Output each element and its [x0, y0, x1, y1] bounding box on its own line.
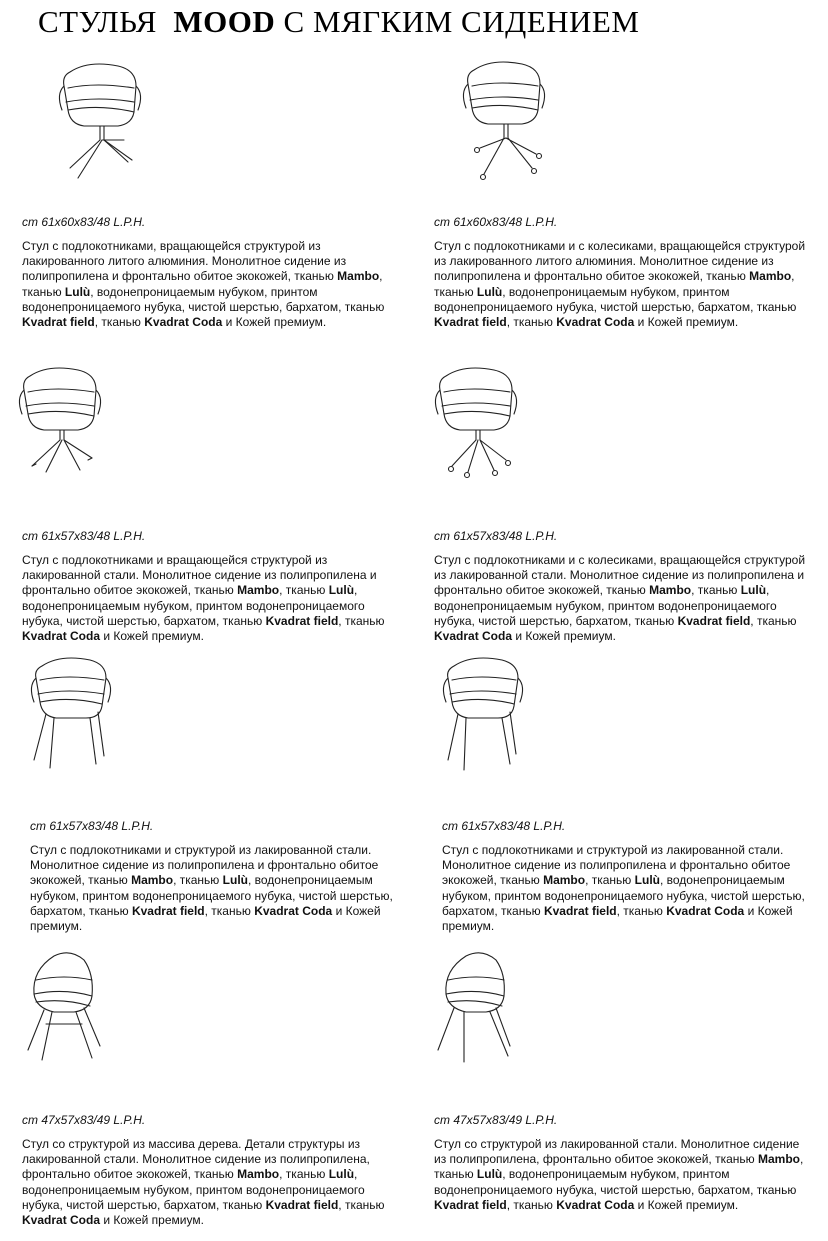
title-brand: MOOD	[173, 4, 276, 39]
chair-steel-legs-icon	[436, 950, 566, 1090]
chair-wood-legs-icon	[24, 950, 154, 1090]
armchair-four-legs-steel-alt-icon	[440, 656, 570, 796]
armchair-four-legs-steel-icon	[28, 656, 158, 796]
product-description: Стул с подлокотниками и с колесиками, вращающейся структурой из лакированного литого алюминия. Монолитное сидение из полипропилена и фронтально обитое экокожей, тканью Mambo, тканью Lulù, водонепроницаемым нубуком, принтом водонепроницаемого нубука, чистой шерстью, бархатом, тканью Kvadrat field, тканью Kvadrat Coda и Кожей премиум.	[434, 239, 806, 330]
product-description: Стул с подлокотниками, вращающейся структурой из лакированного литого алюминия. Монолитное сидение из полипропилена и фронтально обитое экокожей, тканью Mambo, тканью Lulù, водонепроницаемым нубуком, принтом водонепроницаемого нубука, чистой шерстью, бархатом, тканью Kvadrat field, тканью Kvadrat Coda и Кожей премиум.	[22, 239, 385, 330]
product-dimensions: cm 47x57x83/49 L.P.H.	[434, 1113, 558, 1127]
product-dimensions: cm 47x57x83/49 L.P.H.	[22, 1113, 146, 1127]
page-title	[38, 4, 639, 40]
product-description: Стул с подлокотниками и структурой из лакированной стали. Монолитное сидение из полипропилена и фронтально обитое экокожей, тканью Mambo, тканью Lulù, водонепроницаемым нубуком, принтом водонепроницаемого нубука, чистой шерстью, бархатом, тканью Kvadrat field, тканью Kvadrat Coda и Кожей премиум.	[30, 843, 393, 934]
armchair-swivel-steel-icon	[18, 366, 148, 506]
armchair-casters-aluminium-icon	[460, 58, 590, 198]
product-description: Стул со структурой из массива дерева. Детали структуры из лакированной стали. Монолитное сидение из полипропилена, фронтально обитое экокожей, тканью Mambo, тканью Lulù, водонепроницаемым нубуком, принтом водонепроницаемого нубука, чистой шерстью, бархатом, тканью Kvadrat field, тканью Kvadrat Coda и Кожей премиум.	[22, 1137, 385, 1228]
armchair-casters-steel-icon	[432, 366, 562, 506]
product-description: Стул с подлокотниками и вращающейся структурой из лакированной стали. Монолитное сидение из полипропилена и фронтально обитое экокожей, тканью Mambo, тканью Lulù, водонепроницаемым нубуком, принтом водонепроницаемого нубука, чистой шерстью, бархатом, тканью Kvadrat field, тканью Kvadrat Coda и Кожей премиум.	[22, 553, 385, 644]
product-dimensions: cm 61x57x83/48 L.P.H.	[22, 529, 146, 543]
armchair-swivel-aluminium-icon	[48, 58, 178, 198]
product-dimensions: cm 61x60x83/48 L.P.H.	[22, 215, 146, 229]
product-dimensions: cm 61x57x83/48 L.P.H.	[442, 819, 566, 833]
product-description: Стул с подлокотниками и с колесиками, вращающейся структурой из лакированной стали. Монолитное сидение из полипропилена и фронтально обитое экокожей, тканью Mambo, тканью Lulù, водонепроницаемым нубуком, принтом водонепроницаемого нубука, чистой шерстью, бархатом, тканью Kvadrat field, тканью Kvadrat Coda и Кожей премиум.	[434, 553, 806, 644]
product-dimensions: cm 61x60x83/48 L.P.H.	[434, 215, 558, 229]
title-prefix: СТУЛЬЯ	[38, 4, 157, 39]
product-dimensions: cm 61x57x83/48 L.P.H.	[434, 529, 558, 543]
product-description: Стул с подлокотниками и структурой из лакированной стали. Монолитное сидение из полипропилена и фронтально обитое экокожей, тканью Mambo, тканью Lulù, водонепроницаемым нубуком, принтом водонепроницаемого нубука, чистой шерстью, бархатом, тканью Kvadrat field, тканью Kvadrat Coda и Кожей премиум.	[442, 843, 805, 934]
product-description: Стул со структурой из лакированной стали. Монолитное сидение из полипропилена, фронтально обитое экокожей, тканью Mambo, тканью Lulù, водонепроницаемым нубуком, принтом водонепроницаемого нубука, чистой шерстью, бархатом, тканью Kvadrat field, тканью Kvadrat Coda и Кожей премиум.	[434, 1137, 804, 1212]
title-suffix: С МЯГКИМ СИДЕНИЕМ	[283, 4, 640, 39]
product-dimensions: cm 61x57x83/48 L.P.H.	[30, 819, 154, 833]
